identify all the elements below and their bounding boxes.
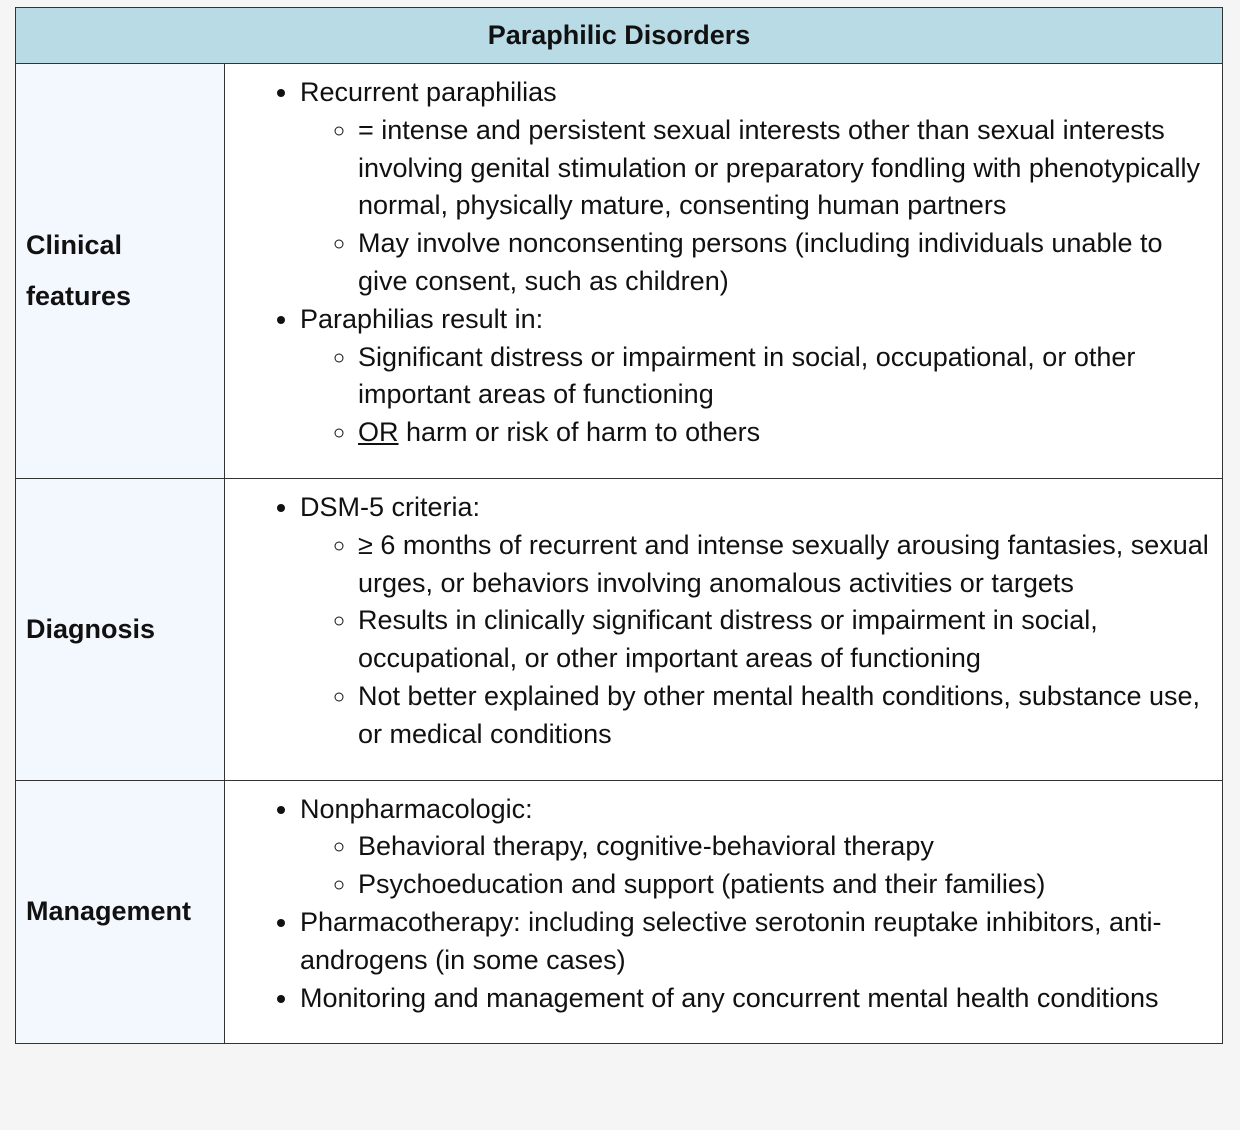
bullet-text: Not better explained by other mental health conditions, substance use, or medical conditions [358, 680, 1201, 749]
bullet-text: May involve nonconsenting persons (including individuals unable to give consent, such as children) [358, 228, 1163, 296]
underlined-or: OR [358, 417, 399, 448]
row-label-clinical-features [16, 64, 225, 479]
table-row-diagnosis [16, 478, 1223, 780]
bullet-text: harm or risk of harm to others [398, 417, 761, 448]
sub-list-item [358, 225, 1212, 301]
bullet-text: Paraphilias result in: [300, 303, 544, 334]
management-content [225, 780, 1223, 1044]
sub-list-item [358, 866, 1212, 904]
sub-list-item [358, 339, 1212, 415]
list-item [300, 904, 1212, 980]
bullet-text: Recurrent paraphilias [300, 77, 557, 107]
bullet-text: Results in clinically significant distress or impairment in social, occupational, or other important areas of functioning [358, 605, 1098, 674]
row-label-diagnosis: Diagnosis [16, 478, 225, 780]
bullet-text: Monitoring and management of any concurrent mental health conditions [300, 982, 1159, 1013]
row-label-clinical-line2: features [26, 280, 132, 311]
bullet-text: ≥ 6 months of recurrent and intense sexually arousing fantasies, sexual urges, or behaviors involving anomalous activities or targets [358, 529, 1209, 598]
bullet-text: DSM-5 criteria: [300, 491, 481, 522]
bullet-text: Behavioral therapy, cognitive-behavioral therapy [358, 831, 934, 862]
sub-list-item [358, 112, 1212, 225]
row-label-management: Management [16, 780, 225, 1044]
table-header-row [16, 8, 1223, 64]
sub-list [300, 112, 1212, 301]
bullet-text: Psychoeducation and support (patients and their families) [358, 869, 1046, 900]
bullet-text: = intense and persistent sexual interests other than sexual interests involving genital stimulation or preparatory fondling with phenotypically normal, physically mature, consenting human partners [358, 114, 1200, 221]
bullet-text: Pharmacotherapy: including selective serotonin reuptake inhibitors, anti-androgens (in some cases) [300, 906, 1162, 975]
diagnosis-list [225, 489, 1212, 754]
clinical-features-list [225, 74, 1212, 452]
diagnosis-content [225, 478, 1223, 780]
sub-list [300, 527, 1212, 754]
sub-list-item [358, 828, 1212, 866]
management-list [225, 791, 1212, 1018]
clinical-features-content [225, 64, 1223, 479]
sub-list-item [358, 678, 1212, 754]
sub-list [300, 828, 1212, 904]
bullet-text: Nonpharmacologic: [300, 793, 533, 824]
sub-list-item [358, 414, 1212, 452]
paraphilic-disorders-table [15, 7, 1223, 1044]
list-item [300, 791, 1212, 904]
list-item [300, 301, 1212, 452]
sub-list-item [358, 602, 1212, 678]
table-title: Paraphilic Disorders [16, 8, 1223, 64]
table-row-management [16, 780, 1223, 1044]
paraphilic-disorders-table-wrapper [15, 7, 1223, 1044]
sub-list-item [358, 527, 1212, 603]
sub-list [300, 339, 1212, 452]
table-row-clinical-features [16, 64, 1223, 479]
list-item [300, 980, 1212, 1018]
bullet-text: Significant distress or impairment in social, occupational, or other important areas of functioning [358, 341, 1136, 410]
list-item [300, 489, 1212, 754]
list-item [300, 74, 1212, 301]
row-label-clinical-line1: Clinical [26, 229, 123, 260]
